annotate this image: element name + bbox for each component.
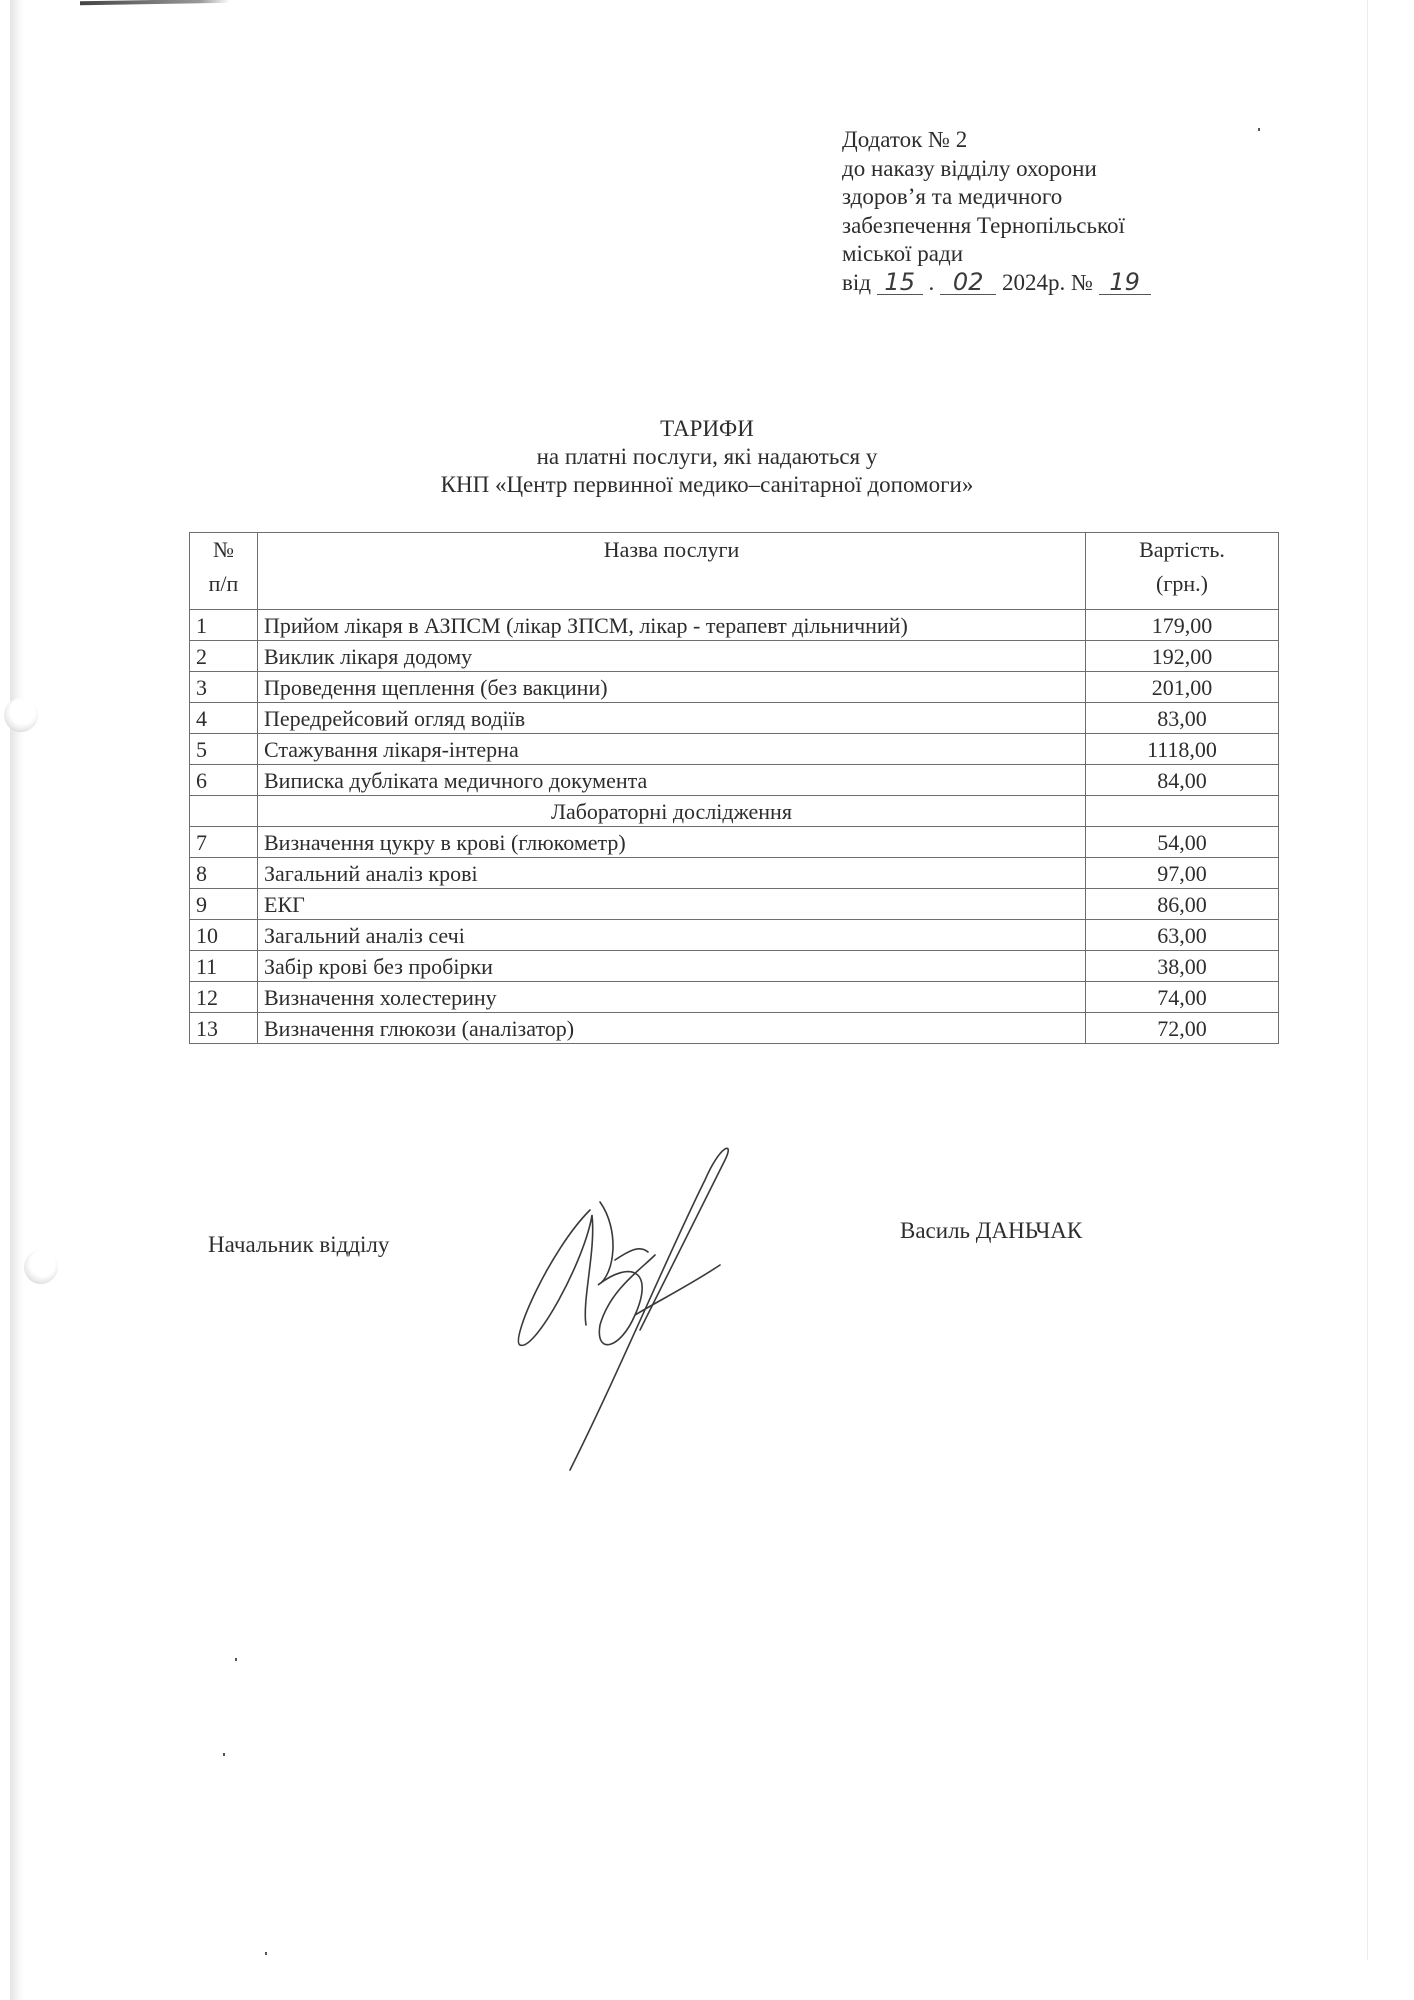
section-title: Лабораторні дослідження	[258, 796, 1086, 827]
table-row: 5 Стажування лікаря-інтерна 1118,00	[190, 734, 1279, 765]
tariffs-table	[189, 532, 1279, 1044]
handwritten-date-month: 02	[940, 270, 996, 295]
table-row: 11 Забір крові без пробірки 38,00	[190, 951, 1279, 982]
table-row: 3 Проведення щеплення (без вакцини) 201,00	[190, 672, 1279, 703]
annex-order-line: до наказу відділу охорони	[842, 155, 1097, 181]
punch-hole-icon	[4, 698, 38, 732]
scan-page-edge-right	[1367, 0, 1368, 1960]
table-row: 7 Визначення цукру в крові (глюкометр) 54,00	[190, 827, 1279, 858]
table-row: 6 Виписка дубліката медичного документа 84,00	[190, 765, 1279, 796]
table-section-row	[190, 796, 1279, 827]
header-service-name: Назва послуги	[258, 533, 1086, 610]
annex-order-line: здоров’я та медичного	[842, 184, 1063, 209]
date-prefix: від	[842, 269, 871, 295]
date-year: 2024р. №	[1001, 269, 1093, 295]
header-number: № п/п	[190, 533, 258, 610]
scan-speck	[235, 1658, 237, 1661]
handwritten-signature-icon	[490, 1140, 830, 1480]
table-row: 4 Передрейсовий огляд водіїв 83,00	[190, 703, 1279, 734]
table-header-row	[190, 533, 1279, 610]
document-title	[0, 415, 1414, 499]
title-heading: ТАРИФИ	[660, 416, 754, 441]
scan-speck	[265, 1952, 267, 1955]
handwritten-date-day: 15	[877, 270, 923, 295]
table-row: 12 Визначення холестерину 74,00	[190, 982, 1279, 1013]
table-row: 8 Загальний аналіз крові 97,00	[190, 858, 1279, 889]
table-row: 1 Прийом лікаря в АЗПСМ (лікар ЗПСМ, лікар - терапевт дільничний) 179,00	[190, 610, 1279, 641]
scan-speck	[223, 1753, 225, 1756]
title-subtitle: на платні послуги, які надаються у	[536, 444, 878, 469]
handwritten-order-number: 19	[1099, 270, 1151, 295]
annex-date-line: від 15 . 02 2024р. № 19	[842, 269, 1262, 298]
scan-page-edge-top	[80, 0, 230, 5]
scan-page-edge-left	[10, 0, 24, 2000]
signatory-role: Начальник відділу	[208, 1232, 390, 1257]
annex-number: Додаток № 2	[842, 127, 968, 152]
annex-header	[842, 126, 1262, 297]
title-institution: КНП «Центр первинної медико–санітарної допомоги»	[440, 472, 974, 497]
scan-speck	[1258, 128, 1260, 131]
annex-order-line: міської ради	[842, 241, 964, 266]
table-row: 13 Визначення глюкози (аналізатор) 72,00	[190, 1013, 1279, 1044]
table-row: 9 ЕКГ 86,00	[190, 889, 1279, 920]
signatory-name: Василь ДАНЬЧАК	[900, 1218, 1083, 1243]
annex-order-line: забезпечення Тернопільської	[842, 212, 1125, 238]
table-row: 2 Виклик лікаря додому 192,00	[190, 641, 1279, 672]
signature-block	[0, 1218, 1414, 1258]
table-row: 10 Загальний аналіз сечі 63,00	[190, 920, 1279, 951]
header-price: Вартість. (грн.)	[1086, 533, 1279, 610]
